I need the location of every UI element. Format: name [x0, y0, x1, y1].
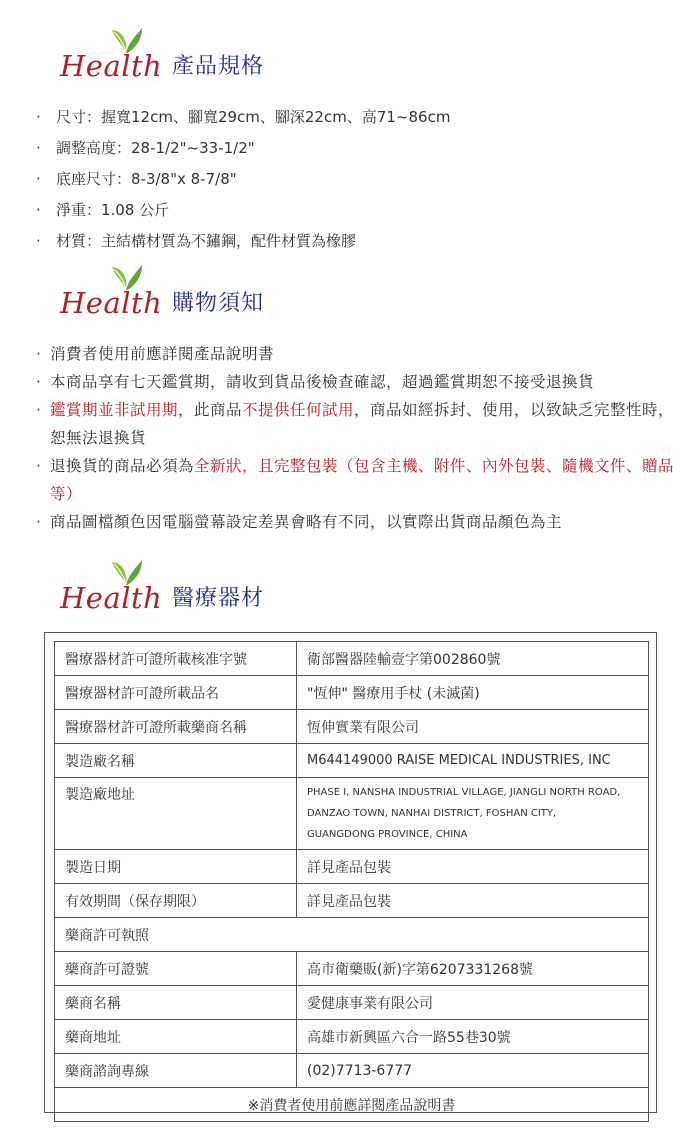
- bullet-icon: ·: [36, 139, 41, 157]
- table-label: 醫療器材許可證所載品名: [55, 676, 297, 710]
- bullet-icon: ·: [36, 401, 42, 419]
- table-row: [55, 1088, 649, 1122]
- table-row: [55, 778, 649, 850]
- table-value: 高市衛藥販(新)字第6207331268號: [297, 952, 649, 986]
- brand-logo-text: Health: [60, 286, 163, 320]
- notice-highlight: 全新狀，且完整包裝（包含主機、附件、內外包裝、隨機文件、贈品等）: [50, 457, 675, 503]
- table-row: [55, 1020, 649, 1054]
- spec-item: · 材質：主結構材質為不鏽鋼，配件材質為橡膠: [36, 227, 676, 258]
- table-label: 有效期間（保存期限）: [55, 884, 297, 918]
- table-label: 藥商地址: [55, 1020, 297, 1054]
- notice-item: · 消費者使用前應詳閱產品說明書: [36, 340, 676, 368]
- table-label: 藥商名稱: [55, 986, 297, 1020]
- table-label: 製造廠名稱: [55, 744, 297, 778]
- table-value: 恆伸實業有限公司: [297, 710, 649, 744]
- table-row: [55, 884, 649, 918]
- table-value: (02)7713-6777: [297, 1054, 649, 1088]
- bullet-icon: ·: [36, 457, 42, 475]
- table-row: [55, 918, 649, 952]
- brand-logo-text: Health: [60, 49, 163, 83]
- medical-info-frame: [44, 632, 657, 1113]
- spec-item: · 調整高度：28-1/2"~33-1/2": [36, 134, 676, 165]
- address-line: PHASE I, NANSHA INDUSTRIAL VILLAGE, JIANGLI NORTH ROAD,: [307, 787, 621, 798]
- address-line: DANZAO TOWN, NANHAI DISTRICT, FOSHAN CITY,: [307, 808, 557, 819]
- table-value: [297, 778, 649, 850]
- bullet-icon: ·: [36, 232, 41, 250]
- table-row: [55, 744, 649, 778]
- table-label: 醫療器材許可證所載核准字號: [55, 642, 297, 676]
- address-line: GUANGDONG PROVINCE, CHINA: [307, 829, 468, 840]
- section-title-purchase: 購物須知: [172, 291, 265, 316]
- bullet-icon: ·: [36, 373, 42, 391]
- table-row: [55, 986, 649, 1020]
- table-value: 衛部醫器陸輸壹字第002860號: [297, 642, 649, 676]
- table-value: M644149000 RAISE MEDICAL INDUSTRIES, INC: [297, 744, 649, 778]
- table-row: [55, 1054, 649, 1088]
- table-footer-note: ※消費者使用前應詳閱產品說明書: [55, 1088, 649, 1122]
- spec-list: [36, 103, 676, 258]
- section-title-medical: 醫療器材: [172, 586, 265, 611]
- table-row: [55, 642, 649, 676]
- notice-item: · 本商品享有七天鑑賞期，請收到貨品後檢查確認，超過鑑賞期恕不接受退換貨: [36, 368, 676, 396]
- notice-list: [36, 340, 676, 536]
- table-row: [55, 952, 649, 986]
- table-label: 製造日期: [55, 850, 297, 884]
- notice-item: · 退換貨的商品必須為全新狀，且完整包裝（包含主機、附件、內外包裝、隨機文件、贈品等）: [36, 452, 676, 508]
- table-label: 製造廠地址: [55, 778, 297, 850]
- medical-info-table: [54, 641, 649, 1122]
- notice-item: · 鑑賞期並非試用期，此商品不提供任何試用，商品如經拆封、使用，以致缺乏完整性時，恕無法退換貨: [36, 396, 676, 452]
- table-value: "恆伸" 醫療用手杖 (未滅菌): [297, 676, 649, 710]
- bullet-icon: ·: [36, 170, 41, 188]
- table-value: 詳見產品包裝: [297, 850, 649, 884]
- brand-logo-text: Health: [60, 581, 163, 615]
- section-title-spec: 產品規格: [172, 54, 265, 79]
- bullet-icon: ·: [36, 201, 41, 219]
- bullet-icon: ·: [36, 345, 42, 363]
- notice-highlight: 不提供任何試用: [242, 401, 355, 419]
- table-label: 藥商諮詢專線: [55, 1054, 297, 1088]
- table-value: 高雄市新興區六合一路55巷30號: [297, 1020, 649, 1054]
- table-label: 醫療器材許可證所載藥商名稱: [55, 710, 297, 744]
- table-label: 藥商許可證號: [55, 952, 297, 986]
- table-row: [55, 710, 649, 744]
- spec-item: · 底座尺寸：8-3/8"x 8-7/8": [36, 165, 676, 196]
- spec-item: · 淨重：1.08 公斤: [36, 196, 676, 227]
- table-subheader: 藥商許可執照: [55, 918, 649, 952]
- table-value: 詳見產品包裝: [297, 884, 649, 918]
- table-value: 愛健康事業有限公司: [297, 986, 649, 1020]
- table-row: [55, 676, 649, 710]
- bullet-icon: ·: [36, 513, 42, 531]
- notice-highlight: 鑑賞期並非試用期: [50, 401, 179, 419]
- bullet-icon: ·: [36, 108, 41, 126]
- spec-item: · 尺寸：握寬12cm、腳寬29cm、腳深22cm、高71~86cm: [36, 103, 676, 134]
- table-row: [55, 850, 649, 884]
- notice-item: · 商品圖檔顏色因電腦螢幕設定差異會略有不同，以實際出貨商品顏色為主: [36, 508, 676, 536]
